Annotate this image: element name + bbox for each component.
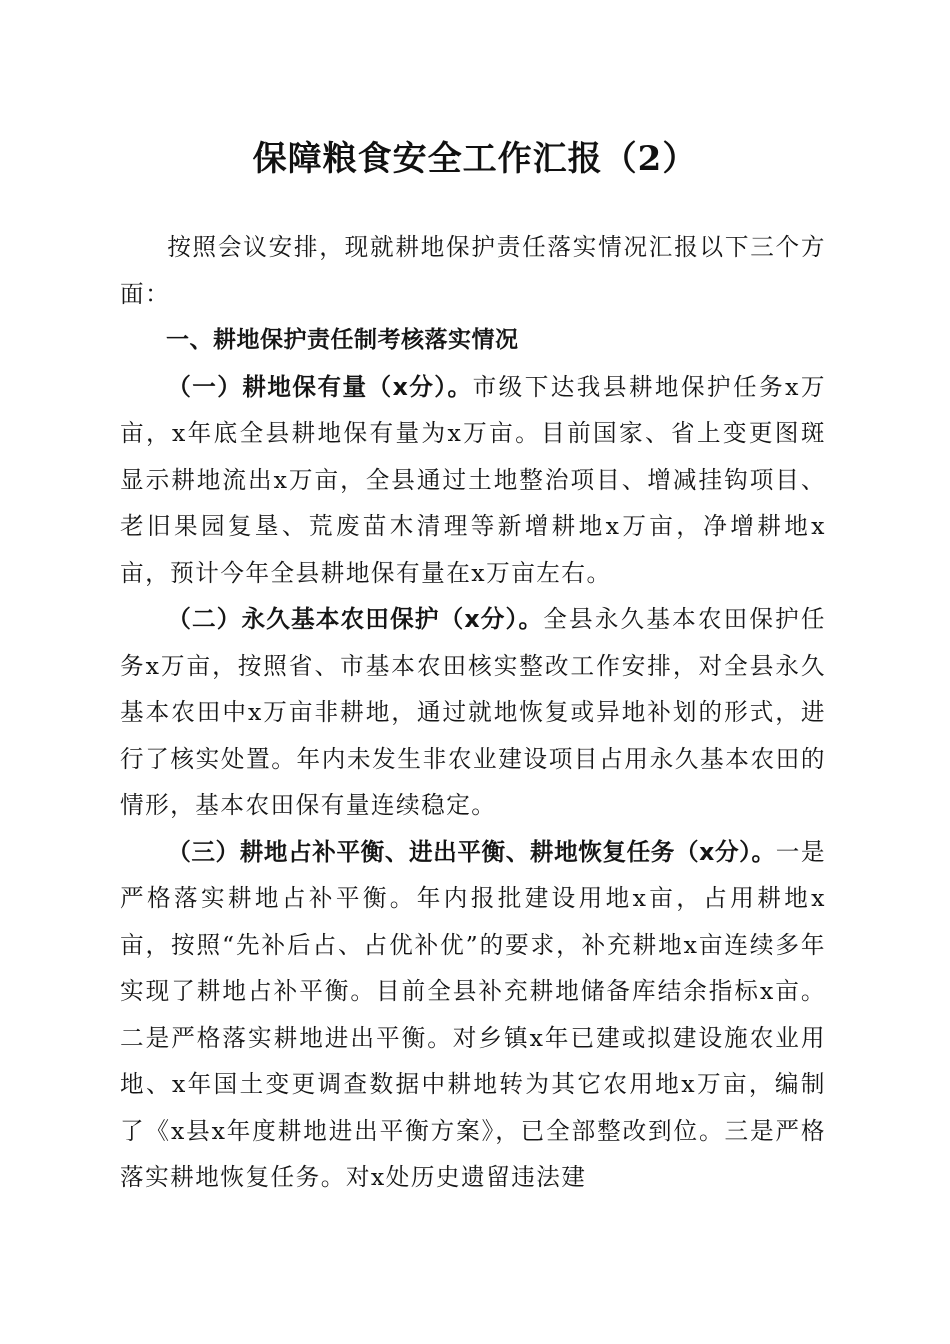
intro-paragraph: 按照会议安排，现就耕地保护责任落实情况汇报以下三个方面： (120, 233, 826, 308)
section-heading-1: 一、耕地保护责任制考核落实情况 (166, 327, 519, 353)
paragraph-item-2 (120, 596, 826, 829)
item-2-lead: （二）永久基本农田保护（x分）。 (167, 605, 544, 633)
document-title: 保障粮食安全工作汇报（2） (252, 139, 698, 179)
paragraph-item-3 (120, 829, 826, 1201)
item-1-text: 市级下达我县耕地保护任务x万亩，x年底全县耕地保有量为x万亩。目前国家、省上变更图斑显示耕地流出x万亩，全县通过土地整治项目、增减挂钩项目、老旧果园复垦、荒废苗木清理等新增耕地x万亩，净增耕地x亩，预计今年全县耕地保有量在x万亩左右。 (120, 372, 827, 587)
item-1-lead: （一）耕地保有量（x分）。 (167, 372, 473, 401)
item-3-lead: （三）耕地占补平衡、进出平衡、耕地恢复任务（x分）。 (167, 837, 776, 866)
document-body (120, 224, 826, 1201)
item-3-text: 一是严格落实耕地占补平衡。年内报批建设用地x亩，占用耕地x亩，按照“先补后占、占优补优”的要求，补充耕地x亩连续多年实现了耕地占补平衡。目前全县补充耕地储备库结余指标x亩。二是严格落实耕地进出平衡。对乡镇x年已建或拟建设施农业用地、x年国土变更调查数据中耕地转为其它农用地x万亩，编制了《x县x年度耕地进出平衡方案》，已全部整改到位。三是严格落实耕地恢复任务。对x处历史遗留违法建 (120, 837, 827, 1191)
item-2-text: 全县永久基本农田保护任务x万亩，按照省、市基本农田核实整改工作安排，对全县永久基本农田中x万亩非耕地，通过就地恢复或异地补划的形式，进行了核实处置。年内未发生非农业建设项目占用永久基本农田的情形，基本农田保有量连续稳定。 (120, 605, 827, 819)
paragraph-item-1 (120, 364, 826, 597)
